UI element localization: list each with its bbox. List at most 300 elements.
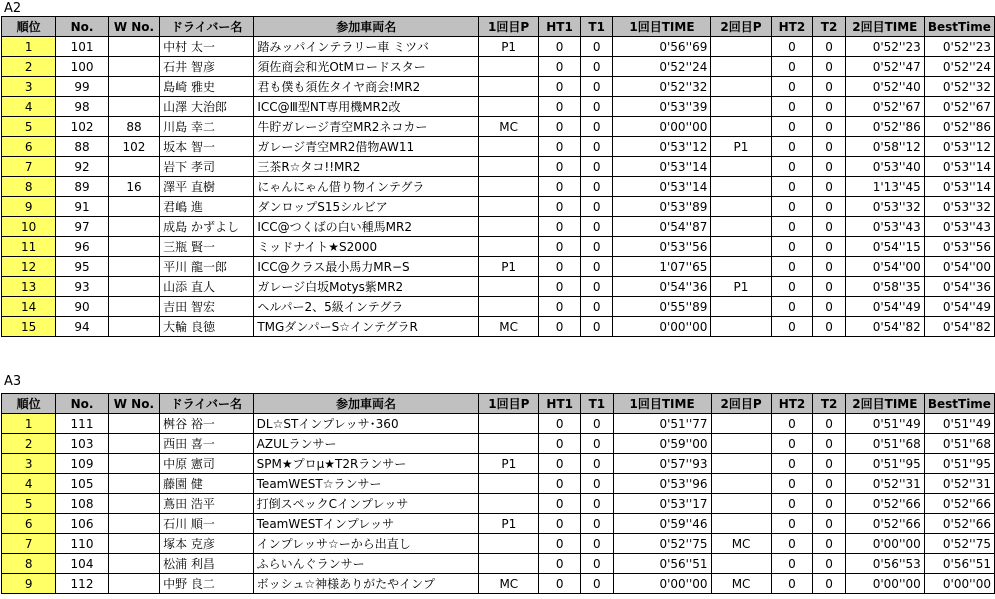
cell-car-name: SPM★プロμ★T2Rランサー bbox=[253, 454, 479, 474]
cell-driver-name: 平川 龍一郎 bbox=[160, 257, 254, 277]
cell-t2: 0 bbox=[813, 97, 846, 117]
cell-first-time: 0'00''00 bbox=[613, 574, 711, 594]
table-row bbox=[2, 554, 995, 574]
cell-best-time: 0'54''49 bbox=[924, 297, 994, 317]
cell-driver-name: 石井 智彦 bbox=[160, 57, 254, 77]
cell-t2: 0 bbox=[813, 297, 846, 317]
cell-number: 97 bbox=[56, 217, 108, 237]
cell-first-penalty bbox=[479, 297, 539, 317]
cell-t1: 0 bbox=[581, 514, 614, 534]
cell-first-time: 0'54''87 bbox=[613, 217, 711, 237]
cell-second-penalty bbox=[711, 414, 771, 434]
cell-second-time: 0'52''47 bbox=[845, 57, 924, 77]
cell-ht1: 0 bbox=[539, 277, 581, 297]
cell-car-name: ガレージ白坂Motys紫MR2 bbox=[254, 277, 479, 297]
cell-ht1: 0 bbox=[539, 494, 581, 514]
cell-t1: 0 bbox=[580, 97, 613, 117]
cell-second-penalty bbox=[711, 554, 771, 574]
cell-second-time: 0'52''23 bbox=[845, 37, 924, 57]
cell-best-time: 0'53''14 bbox=[924, 177, 994, 197]
cell-ht1: 0 bbox=[539, 257, 581, 277]
cell-w-number bbox=[108, 434, 159, 454]
cell-w-number bbox=[108, 217, 159, 237]
cell-second-time: 0'53''32 bbox=[845, 197, 924, 217]
cell-car-name: TeamWESTインプレッサ bbox=[253, 514, 479, 534]
cell-first-time: 0'54''36 bbox=[613, 277, 711, 297]
column-header-car-name: 参加車両名 bbox=[254, 17, 479, 37]
column-header-driver-name: ドライバー名 bbox=[160, 394, 254, 414]
cell-first-penalty bbox=[479, 494, 539, 514]
cell-number: 88 bbox=[56, 137, 108, 157]
cell-w-number bbox=[108, 554, 159, 574]
cell-first-penalty bbox=[479, 197, 539, 217]
cell-ht2: 0 bbox=[771, 474, 813, 494]
cell-number: 94 bbox=[56, 317, 108, 337]
cell-best-time: 0'53''43 bbox=[924, 217, 994, 237]
cell-second-time: 0'52''67 bbox=[845, 97, 924, 117]
cell-t2: 0 bbox=[813, 117, 846, 137]
cell-second-time: 0'53''43 bbox=[845, 217, 924, 237]
cell-second-penalty: P1 bbox=[711, 137, 771, 157]
cell-number: 93 bbox=[56, 277, 108, 297]
cell-number: 92 bbox=[56, 157, 108, 177]
cell-w-number bbox=[108, 37, 159, 57]
cell-car-name: TeamWEST☆ランサー bbox=[253, 474, 479, 494]
results-table-a3 bbox=[1, 393, 995, 594]
cell-w-number bbox=[108, 277, 159, 297]
cell-number: 109 bbox=[56, 454, 108, 474]
cell-number: 103 bbox=[56, 434, 108, 454]
cell-first-penalty bbox=[479, 157, 539, 177]
cell-t2: 0 bbox=[813, 217, 846, 237]
cell-second-penalty: MC bbox=[711, 574, 771, 594]
cell-rank: 2 bbox=[2, 57, 56, 77]
column-header-number: No. bbox=[56, 394, 108, 414]
cell-rank: 6 bbox=[2, 137, 56, 157]
cell-first-penalty bbox=[479, 217, 539, 237]
cell-ht2: 0 bbox=[771, 157, 813, 177]
cell-t2: 0 bbox=[813, 77, 846, 97]
cell-t1: 0 bbox=[580, 137, 613, 157]
cell-second-time: 0'56''53 bbox=[845, 554, 924, 574]
cell-t2: 0 bbox=[813, 317, 846, 337]
cell-driver-name: 中野 良二 bbox=[160, 574, 254, 594]
cell-ht2: 0 bbox=[771, 317, 813, 337]
cell-ht2: 0 bbox=[771, 454, 813, 474]
table-row bbox=[2, 434, 995, 454]
cell-t2: 0 bbox=[813, 277, 846, 297]
cell-best-time: 0'53''56 bbox=[924, 237, 994, 257]
cell-best-time: 0'51''95 bbox=[924, 454, 994, 474]
column-header-ht1: HT1 bbox=[539, 394, 581, 414]
cell-ht1: 0 bbox=[539, 534, 581, 554]
cell-t2: 0 bbox=[813, 237, 846, 257]
cell-number: 104 bbox=[56, 554, 108, 574]
cell-ht1: 0 bbox=[539, 217, 581, 237]
cell-number: 105 bbox=[56, 474, 108, 494]
cell-t2: 0 bbox=[813, 454, 846, 474]
cell-t1: 0 bbox=[580, 257, 613, 277]
cell-t2: 0 bbox=[813, 197, 846, 217]
cell-car-name: 君も僕も須佐タイヤ商会!MR2 bbox=[254, 77, 479, 97]
cell-driver-name: 松浦 利昌 bbox=[160, 554, 254, 574]
cell-best-time: 0'52''75 bbox=[924, 534, 994, 554]
cell-w-number bbox=[108, 317, 159, 337]
cell-number: 95 bbox=[56, 257, 108, 277]
cell-first-penalty: MC bbox=[479, 574, 539, 594]
header-row bbox=[2, 394, 995, 414]
cell-driver-name: 川島 幸二 bbox=[160, 117, 254, 137]
cell-w-number bbox=[108, 494, 159, 514]
cell-ht2: 0 bbox=[771, 117, 813, 137]
cell-driver-name: 坂本 智一 bbox=[160, 137, 254, 157]
cell-number: 89 bbox=[56, 177, 108, 197]
cell-second-penalty bbox=[711, 494, 771, 514]
cell-car-name: 三茶R☆タコ!!MR2 bbox=[254, 157, 479, 177]
cell-number: 99 bbox=[56, 77, 108, 97]
cell-car-name: ガレージ青空MR2借物AW11 bbox=[254, 137, 479, 157]
cell-rank: 5 bbox=[2, 117, 56, 137]
cell-number: 96 bbox=[56, 237, 108, 257]
cell-t1: 0 bbox=[581, 534, 614, 554]
table-row bbox=[2, 257, 995, 277]
cell-rank: 8 bbox=[2, 554, 56, 574]
cell-number: 106 bbox=[56, 514, 108, 534]
cell-ht2: 0 bbox=[771, 257, 813, 277]
cell-t2: 0 bbox=[813, 514, 846, 534]
table-row bbox=[2, 454, 995, 474]
cell-ht2: 0 bbox=[771, 554, 813, 574]
cell-first-penalty: MC bbox=[479, 117, 539, 137]
table-row bbox=[2, 494, 995, 514]
cell-first-time: 0'53''89 bbox=[613, 197, 711, 217]
cell-second-time: 0'54''00 bbox=[845, 257, 924, 277]
cell-ht1: 0 bbox=[539, 117, 581, 137]
cell-first-time: 0'53''12 bbox=[613, 137, 711, 157]
cell-first-time: 0'52''75 bbox=[613, 534, 711, 554]
cell-second-time: 0'52''31 bbox=[845, 474, 924, 494]
cell-ht1: 0 bbox=[539, 297, 581, 317]
cell-best-time: 0'52''23 bbox=[924, 37, 994, 57]
cell-driver-name: 藤園 健 bbox=[160, 474, 254, 494]
cell-t2: 0 bbox=[813, 157, 846, 177]
cell-ht2: 0 bbox=[771, 137, 813, 157]
table-row bbox=[2, 474, 995, 494]
cell-ht1: 0 bbox=[539, 37, 581, 57]
cell-first-time: 0'51''77 bbox=[613, 414, 711, 434]
cell-second-penalty bbox=[711, 177, 771, 197]
cell-rank: 8 bbox=[2, 177, 56, 197]
cell-w-number bbox=[108, 197, 159, 217]
cell-w-number bbox=[108, 514, 159, 534]
cell-ht2: 0 bbox=[771, 37, 813, 57]
cell-driver-name: 蔦田 浩平 bbox=[160, 494, 254, 514]
cell-rank: 15 bbox=[2, 317, 56, 337]
cell-ht2: 0 bbox=[771, 57, 813, 77]
cell-car-name: DL☆STインプレッサ･360 bbox=[253, 414, 479, 434]
cell-rank: 11 bbox=[2, 237, 56, 257]
cell-rank: 6 bbox=[2, 514, 56, 534]
cell-second-penalty: P1 bbox=[711, 277, 771, 297]
cell-w-number bbox=[108, 297, 159, 317]
column-header-second-penalty: 2回目P bbox=[711, 17, 771, 37]
column-header-ht1: HT1 bbox=[539, 17, 581, 37]
column-header-ht2: HT2 bbox=[771, 17, 813, 37]
cell-first-time: 0'53''39 bbox=[613, 97, 711, 117]
cell-w-number bbox=[108, 77, 159, 97]
cell-car-name: 踏みッパインテラリー車 ミツバ bbox=[254, 37, 479, 57]
cell-t1: 0 bbox=[581, 454, 614, 474]
column-header-first-penalty: 1回目P bbox=[479, 17, 539, 37]
cell-second-penalty bbox=[711, 117, 771, 137]
cell-w-number bbox=[108, 414, 159, 434]
cell-rank: 1 bbox=[2, 37, 56, 57]
table-row bbox=[2, 514, 995, 534]
column-header-t1: T1 bbox=[580, 17, 613, 37]
cell-number: 110 bbox=[56, 534, 108, 554]
cell-second-penalty bbox=[711, 514, 771, 534]
table-row bbox=[2, 57, 995, 77]
cell-car-name: 須佐商会和光OtMロードスター bbox=[254, 57, 479, 77]
cell-first-penalty bbox=[479, 534, 539, 554]
cell-second-penalty bbox=[711, 257, 771, 277]
cell-second-time: 0'58''35 bbox=[845, 277, 924, 297]
cell-w-number: 102 bbox=[108, 137, 159, 157]
column-header-best-time: BestTime bbox=[924, 17, 994, 37]
cell-t2: 0 bbox=[813, 554, 846, 574]
cell-number: 112 bbox=[56, 574, 108, 594]
cell-ht2: 0 bbox=[771, 534, 813, 554]
cell-t1: 0 bbox=[580, 117, 613, 137]
cell-ht2: 0 bbox=[771, 434, 813, 454]
cell-ht1: 0 bbox=[539, 137, 581, 157]
cell-second-penalty bbox=[711, 157, 771, 177]
cell-first-penalty: P1 bbox=[479, 514, 539, 534]
cell-second-penalty bbox=[711, 317, 771, 337]
column-header-t1: T1 bbox=[581, 394, 614, 414]
cell-best-time: 0'53''12 bbox=[924, 137, 994, 157]
column-header-first-penalty: 1回目P bbox=[479, 394, 539, 414]
cell-second-penalty bbox=[711, 97, 771, 117]
cell-second-time: 0'52''66 bbox=[845, 514, 924, 534]
cell-ht1: 0 bbox=[539, 157, 581, 177]
cell-second-penalty bbox=[711, 197, 771, 217]
cell-t1: 0 bbox=[580, 57, 613, 77]
cell-driver-name: 西田 喜一 bbox=[160, 434, 254, 454]
cell-t2: 0 bbox=[813, 37, 846, 57]
cell-first-penalty: P1 bbox=[479, 37, 539, 57]
table-row bbox=[2, 197, 995, 217]
column-header-second-time: 2回目TIME bbox=[845, 17, 924, 37]
cell-ht1: 0 bbox=[539, 574, 581, 594]
cell-ht2: 0 bbox=[771, 514, 813, 534]
cell-w-number bbox=[108, 57, 159, 77]
cell-t2: 0 bbox=[813, 137, 846, 157]
cell-ht1: 0 bbox=[539, 77, 581, 97]
cell-driver-name: 成島 かずよし bbox=[160, 217, 254, 237]
cell-rank: 1 bbox=[2, 414, 56, 434]
cell-second-time: 1'13''45 bbox=[845, 177, 924, 197]
cell-second-time: 0'52''40 bbox=[845, 77, 924, 97]
column-header-w-number: W No. bbox=[108, 394, 159, 414]
cell-rank: 7 bbox=[2, 157, 56, 177]
cell-t1: 0 bbox=[581, 474, 614, 494]
cell-best-time: 0'52''66 bbox=[924, 494, 994, 514]
cell-car-name: にゃんにゃん借り物インテグラ bbox=[254, 177, 479, 197]
cell-driver-name: 吉田 智宏 bbox=[160, 297, 254, 317]
table-row bbox=[2, 177, 995, 197]
cell-best-time: 0'53''14 bbox=[924, 157, 994, 177]
cell-second-time: 0'00''00 bbox=[845, 574, 924, 594]
cell-driver-name: 岩下 孝司 bbox=[160, 157, 254, 177]
cell-t2: 0 bbox=[813, 434, 846, 454]
cell-ht1: 0 bbox=[539, 454, 581, 474]
cell-ht2: 0 bbox=[771, 217, 813, 237]
cell-car-name: AZULランサー bbox=[253, 434, 479, 454]
cell-best-time: 0'54''00 bbox=[924, 257, 994, 277]
cell-best-time: 0'52''32 bbox=[924, 77, 994, 97]
cell-car-name: ふらいんぐランサー bbox=[253, 554, 479, 574]
cell-ht1: 0 bbox=[539, 514, 581, 534]
cell-rank: 9 bbox=[2, 197, 56, 217]
table-row bbox=[2, 37, 995, 57]
cell-ht1: 0 bbox=[539, 317, 581, 337]
cell-best-time: 0'51''68 bbox=[924, 434, 994, 454]
cell-driver-name: 山澤 大治郎 bbox=[160, 97, 254, 117]
column-header-second-time: 2回目TIME bbox=[845, 394, 924, 414]
table-row bbox=[2, 137, 995, 157]
cell-t1: 0 bbox=[580, 277, 613, 297]
cell-first-time: 0'53''96 bbox=[613, 474, 711, 494]
cell-car-name: 打倒スペックCインプレッサ bbox=[253, 494, 479, 514]
cell-w-number bbox=[108, 534, 159, 554]
cell-number: 90 bbox=[56, 297, 108, 317]
cell-t1: 0 bbox=[581, 414, 614, 434]
header-row bbox=[2, 17, 995, 37]
cell-first-penalty bbox=[479, 97, 539, 117]
cell-second-time: 0'54''82 bbox=[845, 317, 924, 337]
cell-first-penalty bbox=[479, 414, 539, 434]
cell-second-penalty bbox=[711, 297, 771, 317]
table-row bbox=[2, 277, 995, 297]
cell-rank: 4 bbox=[2, 474, 56, 494]
cell-t2: 0 bbox=[813, 177, 846, 197]
cell-car-name: ヘルパー2、5級インテグラ bbox=[254, 297, 479, 317]
cell-w-number bbox=[108, 574, 159, 594]
table-row bbox=[2, 237, 995, 257]
cell-first-time: 0'53''14 bbox=[613, 157, 711, 177]
cell-t2: 0 bbox=[813, 494, 846, 514]
cell-best-time: 0'56''51 bbox=[924, 554, 994, 574]
table-row bbox=[2, 317, 995, 337]
cell-t2: 0 bbox=[813, 57, 846, 77]
cell-car-name: TMGダンパーS☆インテグラR bbox=[254, 317, 479, 337]
cell-t2: 0 bbox=[813, 474, 846, 494]
cell-ht1: 0 bbox=[539, 434, 581, 454]
column-header-first-time: 1回目TIME bbox=[613, 17, 711, 37]
cell-best-time: 0'00''00 bbox=[924, 574, 994, 594]
cell-ht2: 0 bbox=[771, 77, 813, 97]
cell-ht1: 0 bbox=[539, 554, 581, 574]
cell-first-penalty bbox=[479, 434, 539, 454]
cell-best-time: 0'54''36 bbox=[924, 277, 994, 297]
cell-rank: 10 bbox=[2, 217, 56, 237]
cell-first-time: 0'59''00 bbox=[613, 434, 711, 454]
cell-car-name: インプレッサ☆ーから出直し bbox=[253, 534, 479, 554]
cell-w-number bbox=[108, 237, 159, 257]
cell-first-time: 1'07''65 bbox=[613, 257, 711, 277]
cell-ht2: 0 bbox=[771, 494, 813, 514]
cell-second-time: 0'58''12 bbox=[845, 137, 924, 157]
results-table-a2 bbox=[1, 16, 995, 337]
cell-t1: 0 bbox=[580, 317, 613, 337]
cell-second-time: 0'52''66 bbox=[845, 494, 924, 514]
cell-rank: 12 bbox=[2, 257, 56, 277]
cell-first-penalty bbox=[479, 277, 539, 297]
cell-first-time: 0'59''46 bbox=[613, 514, 711, 534]
cell-ht2: 0 bbox=[771, 414, 813, 434]
cell-w-number bbox=[108, 257, 159, 277]
cell-second-penalty bbox=[711, 434, 771, 454]
cell-driver-name: 桝谷 裕一 bbox=[160, 414, 254, 434]
cell-t1: 0 bbox=[580, 37, 613, 57]
table-row bbox=[2, 414, 995, 434]
cell-second-time: 0'53''40 bbox=[845, 157, 924, 177]
cell-w-number bbox=[108, 97, 159, 117]
cell-driver-name: 山添 直人 bbox=[160, 277, 254, 297]
cell-best-time: 0'52''67 bbox=[924, 97, 994, 117]
cell-best-time: 0'52''66 bbox=[924, 514, 994, 534]
cell-rank: 5 bbox=[2, 494, 56, 514]
table-row bbox=[2, 77, 995, 97]
cell-t2: 0 bbox=[813, 534, 846, 554]
cell-best-time: 0'51''49 bbox=[924, 414, 994, 434]
cell-w-number bbox=[108, 157, 159, 177]
cell-first-time: 0'52''24 bbox=[613, 57, 711, 77]
cell-first-penalty bbox=[479, 177, 539, 197]
column-header-best-time: BestTime bbox=[924, 394, 994, 414]
cell-rank: 3 bbox=[2, 77, 56, 97]
cell-number: 101 bbox=[56, 37, 108, 57]
cell-driver-name: 石川 順一 bbox=[160, 514, 254, 534]
cell-second-time: 0'51''49 bbox=[845, 414, 924, 434]
cell-best-time: 0'54''82 bbox=[924, 317, 994, 337]
cell-best-time: 0'52''31 bbox=[924, 474, 994, 494]
cell-driver-name: 塚本 克彦 bbox=[160, 534, 254, 554]
cell-t1: 0 bbox=[580, 157, 613, 177]
column-header-rank: 順位 bbox=[2, 394, 56, 414]
cell-best-time: 0'52''86 bbox=[924, 117, 994, 137]
cell-driver-name: 君嶋 進 bbox=[160, 197, 254, 217]
cell-w-number bbox=[108, 474, 159, 494]
cell-car-name: ICC@つくばの白い種馬MR2 bbox=[254, 217, 479, 237]
cell-first-penalty bbox=[479, 137, 539, 157]
cell-second-time: 0'51''95 bbox=[845, 454, 924, 474]
table-row bbox=[2, 217, 995, 237]
cell-car-name: ボッシュ☆神様ありがたやインプ bbox=[253, 574, 479, 594]
cell-ht2: 0 bbox=[771, 197, 813, 217]
cell-ht1: 0 bbox=[539, 197, 581, 217]
class-title-a2: A2 bbox=[4, 1, 22, 16]
cell-second-penalty bbox=[711, 217, 771, 237]
cell-ht2: 0 bbox=[771, 237, 813, 257]
cell-second-penalty bbox=[711, 237, 771, 257]
column-header-driver-name: ドライバー名 bbox=[160, 17, 254, 37]
cell-second-time: 0'54''15 bbox=[845, 237, 924, 257]
column-header-first-time: 1回目TIME bbox=[613, 394, 711, 414]
cell-car-name: ICC@Ⅲ型NT専用機MR2改 bbox=[254, 97, 479, 117]
cell-t1: 0 bbox=[581, 494, 614, 514]
